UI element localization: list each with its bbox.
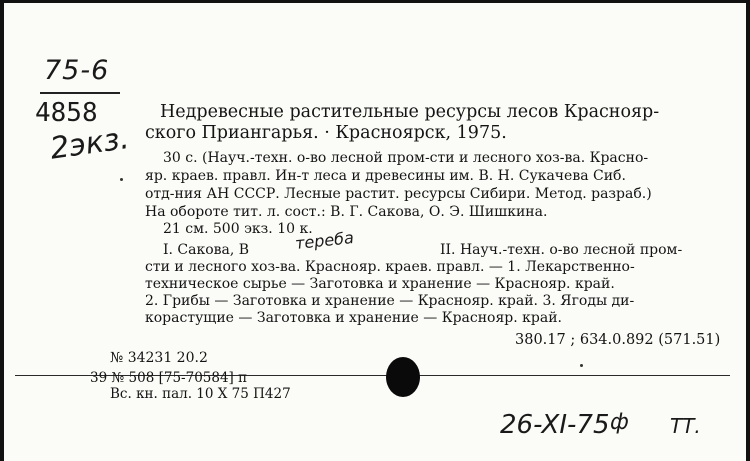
ink-speck [120,178,123,181]
print-info-line-2: Вс. кн. пал. 10 X 75 П427 [110,386,291,402]
format-line: 21 см. 500 экз. 10 к. [163,221,313,237]
card-top-edge [0,0,750,3]
subject-line-2: техническое сырье — Заготовка и хранение — Краснояр. край. [145,276,615,292]
series-line-2: отд-ния АН СССР. Лесные растит. ресурсы Сибири. Метод. разраб.) [145,186,652,202]
handwritten-shelf-mark: 75-6 [44,55,110,86]
handwritten-date: 26-XI-75 [500,410,610,440]
card-title-line-1: Недревесные растительные ресурсы лесов Краснояр- [160,102,660,122]
ink-speck [580,364,583,367]
subject-line-1: сти и лесного хоз-ва. Краснояр. краев. правл. — 1. Лекарственно- [145,259,635,275]
added-entry-2: II. Науч.-техн. о-во лесной пром- [440,242,683,258]
accession-number: № 34231 20.2 [110,350,208,366]
card-right-edge [746,0,750,461]
handwritten-copies-note: 2экз. [48,120,132,167]
compilers-line: На обороте тит. л. сост.: В. Г. Сакова, О. Э. Шишкина. [145,204,548,220]
subject-line-3: 2. Грибы — Заготовка и хранение — Краснояр. край. 3. Ягоды ди- [145,293,635,309]
handwritten-margin-note: тереба [294,227,355,254]
card-title-line-2: ского Приангарья. · Красноярск, 1975. [145,123,507,143]
handwritten-date-signature: ф [610,410,629,435]
punch-hole [386,357,420,397]
added-entry-1: I. Сакова, В [163,242,250,258]
print-info-line-1: 39 № 508 [75-70584] п [90,370,248,386]
shelf-mark-underline [40,92,120,94]
collation-line: 30 с. (Науч.-техн. о-во лесной пром-сти и лесного хоз-ва. Красно- [163,150,649,166]
handwritten-inventory-number: 4858 [35,98,98,128]
handwritten-initials: ТТ. [670,414,701,438]
series-line-1: яр. краев. правл. Ин-т леса и древесины им. В. Н. Сукачева Сиб. [145,168,626,184]
subject-line-4: корастущие — Заготовка и хранение — Краснояр. край. [145,310,563,326]
card-left-edge [0,0,4,461]
classification-number: 380.17 ; 634.0.892 (571.51) [515,332,721,348]
